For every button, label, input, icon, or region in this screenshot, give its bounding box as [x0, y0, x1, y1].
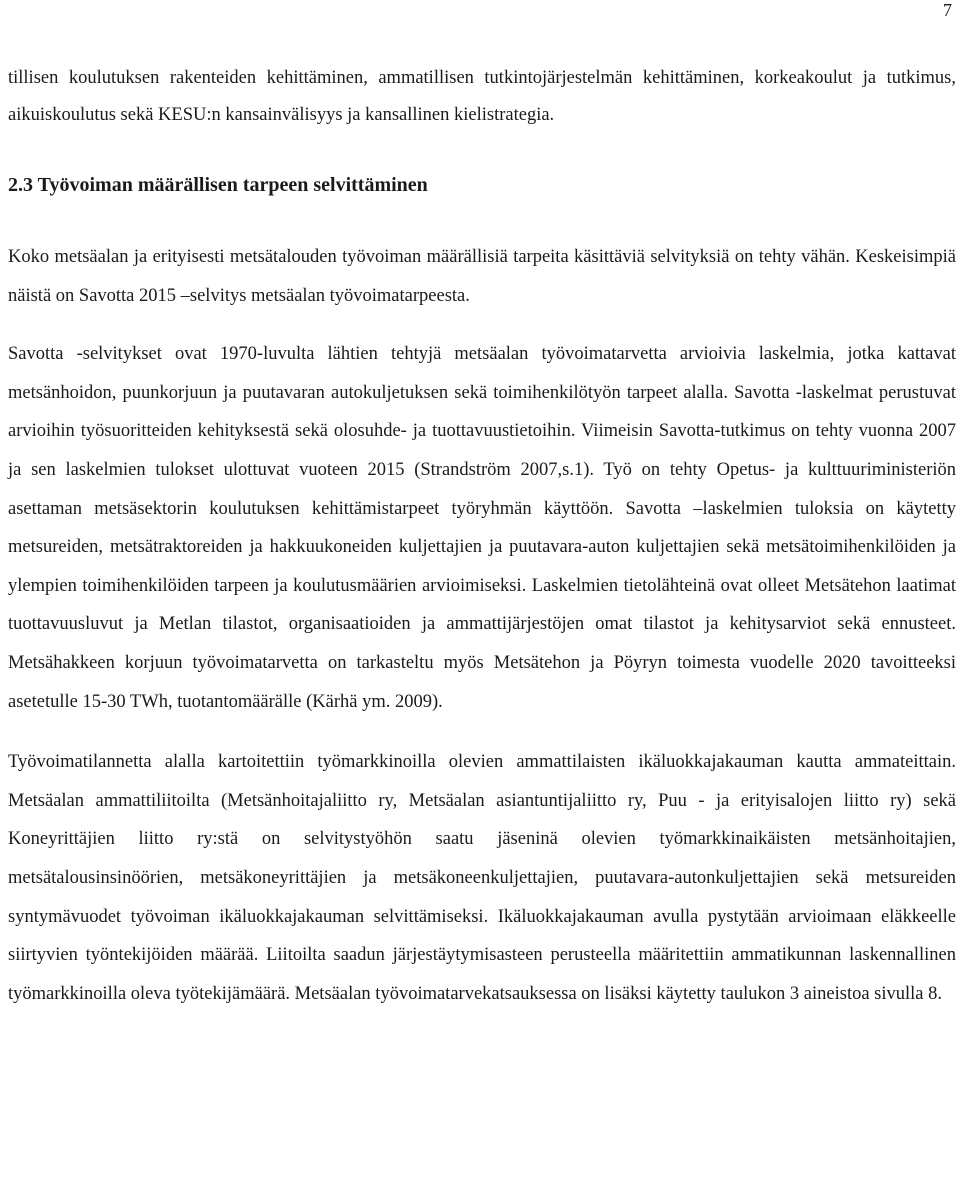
paragraph-3: Työvoimatilannetta alalla kartoitettiin työmarkkinoilla olevien ammattilaisten ikäluokkajakauman kautta ammateittain. Metsäalan ammattiliitoilta (Metsänhoitajaliitto ry, Metsäalan asiantuntijaliitto ry, Puu - ja erityisalojen liitto ry) sekä Koneyrittäjien liitto ry:stä on selvitystyöhön saatu jäseninä olevien työmarkkinaikäisten metsänhoitajien, metsätalousinsinöörien, metsäkoneyrittäjien ja metsäkoneenkuljettajien, puutavara-autonkuljettajien sekä metsureiden syntymävuodet työvoiman ikäluokkajakauman selvittämiseksi. Ikäluokkajakauman avulla pystytään arvioimaan eläkkeelle siirtyvien työntekijöiden määrää. Liitoilta saadun järjestäytymisasteen perusteella määritettiin ammatikunnan laskennallinen työmarkkinoilla oleva työtekijämäärä. Metsäalan työvoimatarvekatsauksessa on lisäksi käytetty taulukon 3 aineistoa sivulla 8. [8, 752, 956, 1004]
intro-paragraph: tillisen koulutuksen rakenteiden kehittäminen, ammatillisen tutkintojärjestelmän kehittäminen, korkeakoulut ja tutkimus, aikuiskoulutus sekä KESU:n kansainvälisyys ja kansallinen kielistrategia. [8, 68, 956, 125]
page-number: 7 [943, 0, 952, 20]
document-body [8, 60, 956, 1013]
section-heading: 2.3 Työvoiman määrällisen tarpeen selvittäminen [8, 174, 428, 196]
paragraph-2: Savotta -selvitykset ovat 1970-luvulta lähtien tehtyjä metsäalan työvoimatarvetta arvioivia laskelmia, jotka kattavat metsänhoidon, puunkorjuun ja puutavaran autokuljetuksen sekä toimihenkilötyön tarpeet alalla. Savotta -laskelmat perustuvat arvioihin työsuoritteiden kehityksestä sekä olosuhde- ja tuottavuustietoihin. Viimeisin Savotta-tutkimus on tehty vuonna 2007 ja sen laskelmien tulokset ulottuvat vuoteen 2015 (Strandström 2007,s.1). Työ on tehty Opetus- ja kulttuuriministeriön asettaman metsäsektorin koulutuksen kehittämistarpeet työryhmän käyttöön. Savotta –laskelmien tuloksia on käytetty metsureiden, metsätraktoreiden ja hakkuukoneiden kuljettajien ja puutavara-auton kuljettajien sekä metsätoimihenkilöiden ja ylempien toimihenkilöiden tarpeen ja koulutusmäärien arvioimiseksi. Laskelmien tietolähteinä ovat olleet Metsätehon laatimat tuottavuusluvut ja Metlan tilastot, organisaatioiden ja ammattijärjestöjen omat tilastot ja kehitysarviot sekä ennusteet. Metsähakkeen korjuun työvoimatarvetta on tarkasteltu myös Metsätehon ja Pöyryn toimesta vuodelle 2020 tavoitteeksi asetetulle 15-30 TWh, tuotantomäärälle (Kärhä ym. 2009). [8, 344, 956, 712]
paragraph-1: Koko metsäalan ja erityisesti metsätalouden työvoiman määrällisiä tarpeita käsittäviä selvityksiä on tehty vähän. Keskeisimpiä näistä on Savotta 2015 –selvitys metsäalan työvoimatarpeesta. [8, 247, 956, 306]
